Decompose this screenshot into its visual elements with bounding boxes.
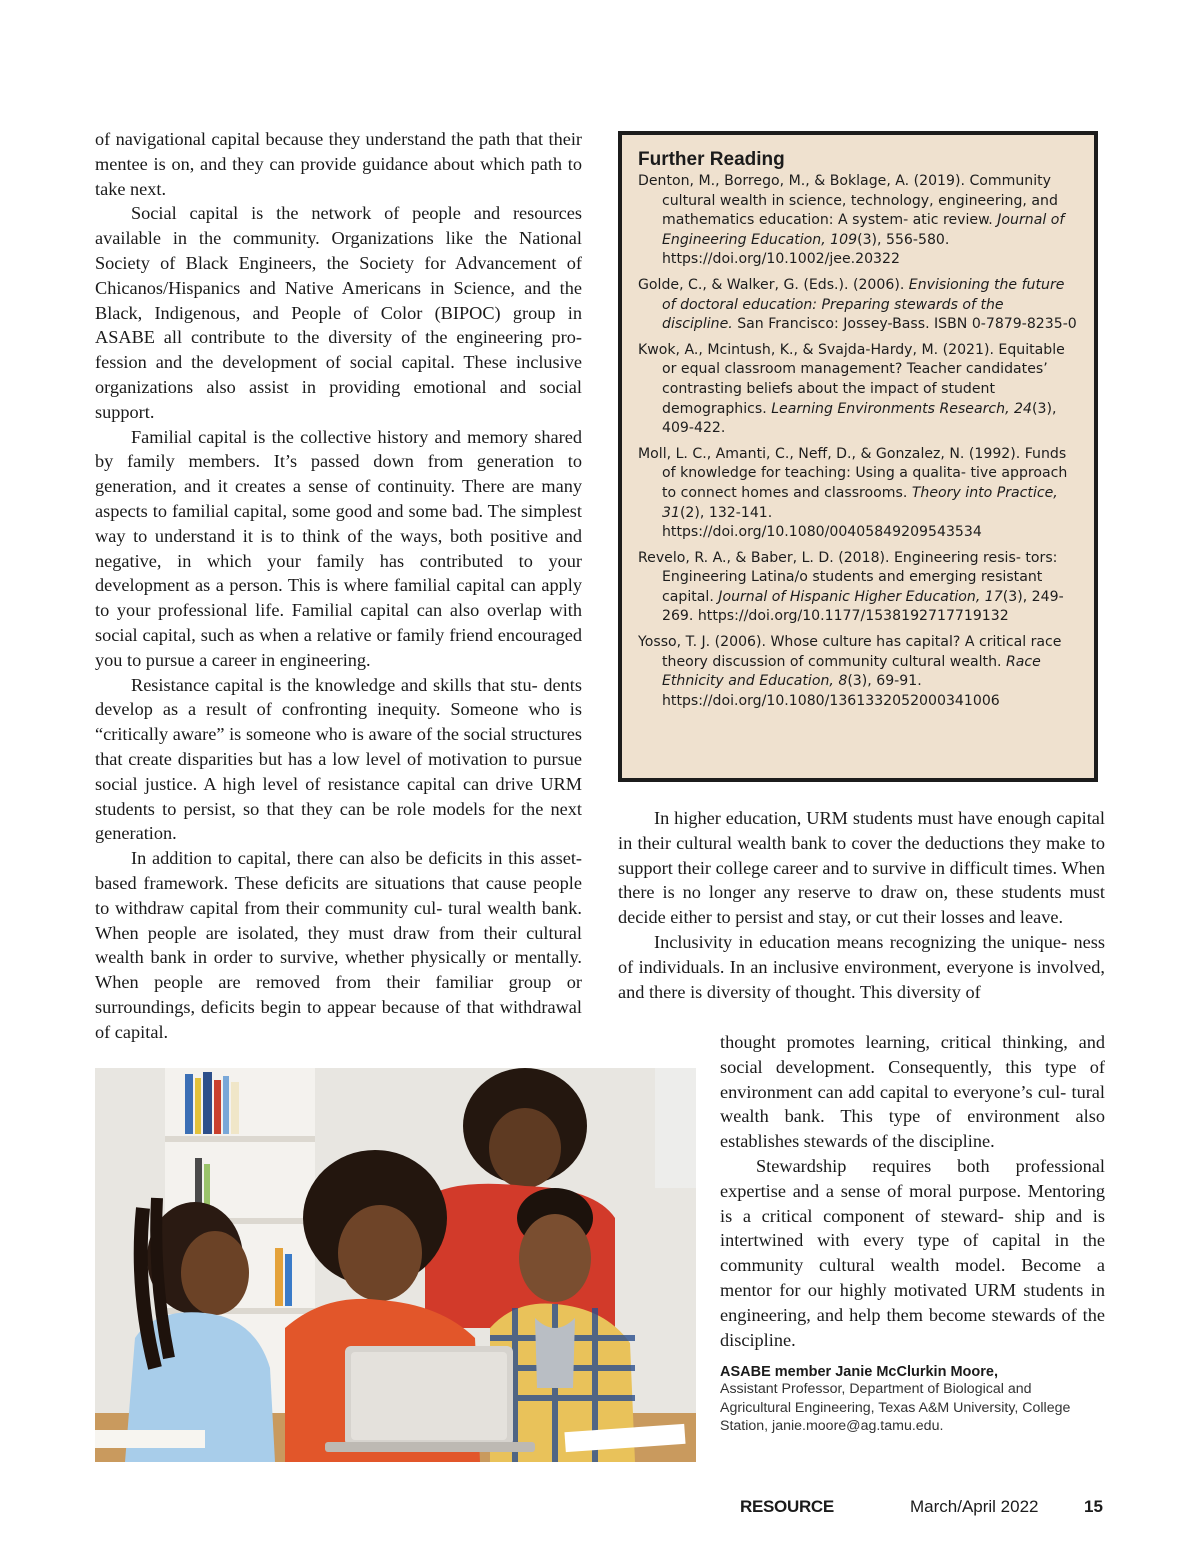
issue-date: March/April 2022	[910, 1497, 1039, 1516]
publication-name: RESOURCE	[740, 1497, 834, 1516]
reference-item: Yosso, T. J. (2006). Whose culture has capital? A critical race theory discussion of community cultural wealth. Race Ethnicity and Education, 8(3), 69-91. https://doi.org/10.1080/1361332052000341006	[638, 634, 1062, 709]
reference-item: Denton, M., Borrego, M., & Boklage, A. (2019). Community cultural wealth in science, technology, engineering, and mathematics education: A system- atic review. Journal of Engineering Education, 109(3), 556-580. https://doi.org/10.1002/jee.20322	[638, 173, 1065, 268]
right-column	[618, 806, 1105, 1004]
left-column	[95, 127, 582, 1044]
paragraph-inclusivity-continued: thought promotes learning, critical thinking, and social development. Consequently, this type of environment can add capital to everyone’s cul- tural wealth bank. This type of environment also establishes stewards of the discipline.	[720, 1032, 1105, 1152]
author-bio	[720, 1364, 1105, 1436]
page-number: 15	[1084, 1497, 1103, 1516]
paragraph-social-capital: Social capital is the network of people and resources available in the community. Organizations like the National Society of Black Engineers, the Society for Advancement of Chicanos/Hispanics and Native Americans in Science, and the Black, Indigenous, and People of Color (BIPOC) group in ASABE all contribute to the diversity of the engineering pro- fession and the development of social capital. These inclusive organizations also assist in providing emotional and social support.	[95, 203, 582, 422]
reference-item: Kwok, A., Mcintush, K., & Svajda-Hardy, M. (2021). Equitable or equal classroom management? Teacher candidates’ contrasting beliefs about the impact of student demographics. Learning Environments Research, 24(3), 409-422.	[638, 341, 1065, 437]
paragraph-navigational-capital: of navigational capital because they understand the path that their mentee is on, and they can provide guidance about which path to take next.	[95, 129, 582, 199]
author-affiliation: Assistant Professor, Department of Biological and Agricultural Engineering, Texas A&M University, College Station, janie.moore@ag.tamu.edu.	[720, 1381, 1071, 1434]
students-laptop-photo	[95, 1068, 696, 1462]
paragraph-resistance-capital: Resistance capital is the knowledge and skills that stu- dents develop as a result of confronting inequity. Someone who is “critically aware” is someone who is aware of the social structures that create disparities but has a low level of motivation to pursue social justice. A high level of resistance capital can drive URM students to persist, so that they can be role models for the next generation.	[95, 674, 582, 844]
reference-item: Golde, C., & Walker, G. (Eds.). (2006). Envisioning the future of doctoral education: Preparing stewards of the discipline. San Francisco: Jossey-Bass. ISBN 0-7879-8235-0	[638, 276, 1077, 333]
paragraph-higher-education: In higher education, URM students must have enough capital in their cultural wealth bank to cover the deductions they make to support their college career and to survive in difficult times. When there is no longer any reserve to draw on, these students must decide either to persist and stay, or cut their losses and leave.	[618, 808, 1105, 928]
further-reading-title: Further Reading	[638, 149, 785, 170]
paragraph-familial-capital: Familial capital is the collective history and memory shared by family members. It’s passed down from generation to generation, and it creates a sense of continuity. There are many aspects to familial capital, some good and some bad. The simplest way to understand it is to think of the ways, both positive and negative, in which your family has contributed to your development as a person. This is where familial capital can apply to your professional life. Familial capital can also overlap with social capital, such as when a relative or family friend encouraged you to pursue a career in engineering.	[95, 426, 582, 670]
reference-item: Revelo, R. A., & Baber, L. D. (2018). Engineering resis- tors: Engineering Latina/o students and emerging resistant capital. Journal of Hispanic Higher Education, 17(3), 249-269. https://doi.org/10.1177/1538192717719132	[638, 549, 1064, 625]
reference-item: Moll, L. C., Amanti, C., Neff, D., & Gonzalez, N. (1992). Funds of knowledge for teaching: Using a qualita- tive approach to connect homes and classrooms. Theory into Practice, 31(2), 132-141. https://doi.org/10.1080/00405849209543534	[638, 445, 1068, 541]
further-reading-box	[618, 131, 1098, 782]
right-column-narrow	[720, 1030, 1105, 1352]
paragraph-deficits: In addition to capital, there can also be deficits in this asset-based framework. These deficits are situations that cause people to withdraw capital from their community cul- tural wealth bank. When people are isolated, they must draw from their cultural wealth bank in order to survive, whether physically or mentally. When people are removed from their familiar group or surroundings, deficits begin to appear because of that withdrawal of capital.	[95, 848, 582, 1042]
paragraph-stewardship: Stewardship requires both professional expertise and a sense of moral purpose. Mentoring is a critical component of steward- ship and is intertwined with every type of capital in the community cultural wealth model. Become a mentor for our highly motivated URM students in engineering, and help them become stewards of the discipline.	[720, 1155, 1105, 1350]
page-footer	[0, 1497, 1200, 1521]
paragraph-inclusivity: Inclusivity in education means recognizing the unique- ness of individuals. In an inclusive environment, everyone is involved, and there is diversity of thought. This diversity of	[618, 931, 1105, 1002]
author-name: ASABE member Janie McClurkin Moore,	[720, 1364, 998, 1380]
